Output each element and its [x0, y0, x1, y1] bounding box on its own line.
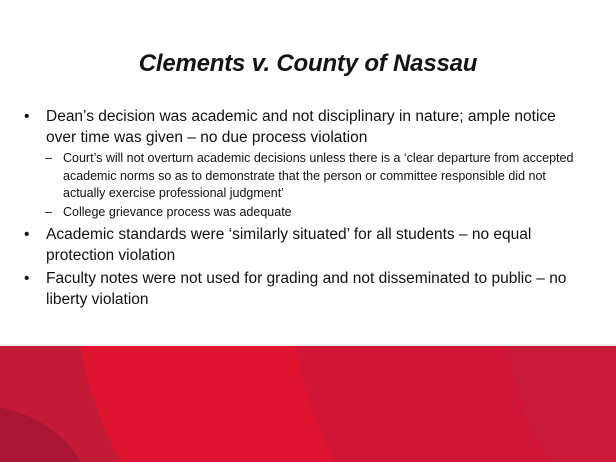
bullet-item-3 — [24, 268, 599, 310]
sub-bullet-item-1 — [45, 150, 599, 203]
bullet-marker: • — [24, 226, 30, 243]
bullet-text: Academic standards were ‘similarly situated’ for all students – no equal protection violation — [46, 226, 532, 264]
dash-marker: – — [45, 204, 52, 219]
decor-circle-dark — [0, 406, 100, 462]
bullet-text: Dean’s decision was academic and not disciplinary in nature; ample notice over time was given – no due process violation — [46, 108, 556, 146]
sub-bullet-text: Court’s will not overturn academic decisions unless there is a ‘clear departure from accepted academic norms so as to demonstrate that the person or committee responsible did not actually exercise professional judgment’ — [63, 151, 574, 200]
decorative-red-band — [0, 346, 616, 462]
slide-body — [24, 106, 599, 312]
bullet-text: Faculty notes were not used for grading and not disseminated to public – no liberty violation — [46, 270, 567, 308]
bullet-marker: • — [24, 108, 30, 125]
sub-bullet-list — [45, 150, 599, 221]
bullet-marker: • — [24, 270, 30, 287]
slide-title: Clements v. County of Nassau — [138, 50, 478, 77]
bullet-item-1 — [24, 106, 599, 148]
sub-bullet-text: College grievance process was adequate — [63, 204, 292, 219]
bullet-item-2 — [24, 224, 599, 266]
dash-marker: – — [45, 151, 52, 165]
sub-bullet-item-2 — [45, 204, 599, 222]
